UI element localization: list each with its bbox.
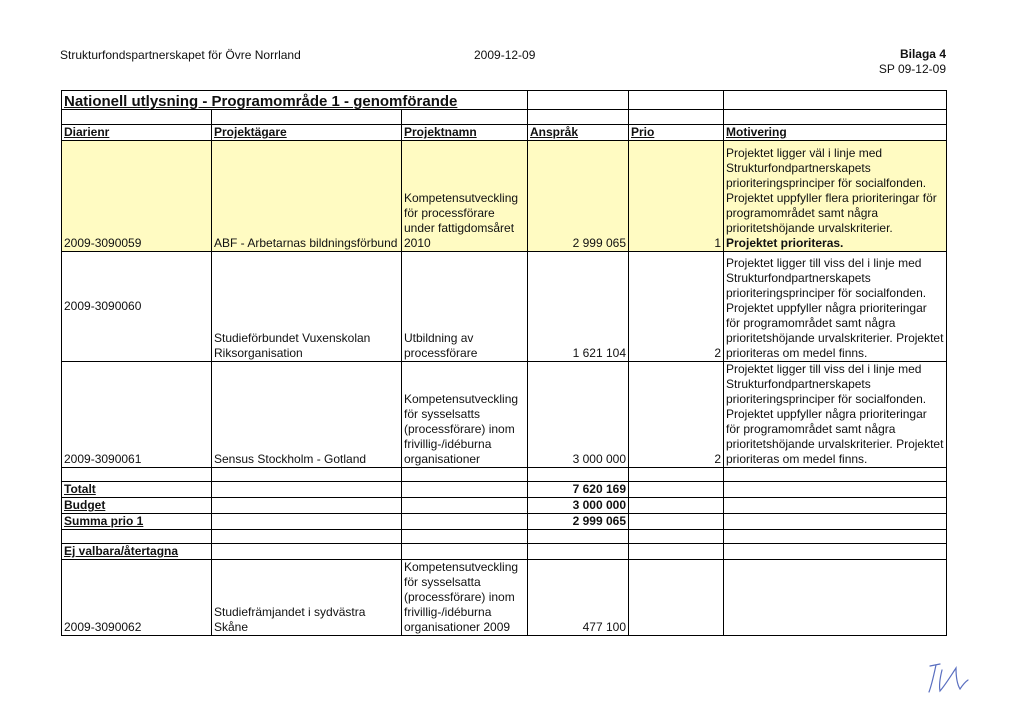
spacer-row <box>62 468 947 482</box>
table-row <box>62 560 947 636</box>
diarienr-cell: 2009-3090061 <box>62 362 212 468</box>
totalt-label: Totalt <box>62 482 212 498</box>
summary-row-totalt <box>62 482 947 498</box>
spacer-row <box>62 530 947 544</box>
table-row <box>62 141 947 252</box>
projektagare-cell: Studiefrämjandet i sydvästra Skåne <box>212 560 402 636</box>
diarienr-cell: 2009-3090060 <box>62 252 212 362</box>
ansprak-cell: 2 999 065 <box>528 141 629 252</box>
summary-row-summa-prio-1 <box>62 514 947 530</box>
projektagare-cell: Sensus Stockholm - Gotland <box>212 362 402 468</box>
column-header-row <box>62 125 947 141</box>
col-header-motivering: Motivering <box>724 125 947 141</box>
motivering-cell: Projektet ligger till viss del i linje med Strukturfondpartnerskapets prioriteringsprinciper för socialfonden. Projektet uppfyller några prioriteringar för programområdet samt några prioritetshöjande urvalskriterier. Projektet prioriteras om medel finns. <box>724 252 947 362</box>
table-title: Nationell utlysning - Programområde 1 - genomförande <box>62 91 528 110</box>
totalt-value: 7 620 169 <box>528 482 629 498</box>
allocation-table <box>61 90 947 636</box>
projektagare-cell: Studieförbundet Vuxenskolan Riksorganisation <box>212 252 402 362</box>
prio-cell: 2 <box>629 362 724 468</box>
col-header-projektnamn: Projektnamn <box>402 125 528 141</box>
excluded-heading-row <box>62 544 947 560</box>
diarienr-cell: 2009-3090059 <box>62 141 212 252</box>
summa-prio-1-value: 2 999 065 <box>528 514 629 530</box>
header-organization: Strukturfondspartnerskapet för Övre Norrland <box>60 48 301 62</box>
motivering-text: Projektet ligger väl i linje med Strukturfondpartnerskapets prioriteringsprinciper för socialfonden. Projektet uppfyller flera prioriteringar för programområdet samt några prioritetshöjande urvalskriterier. <box>726 146 937 235</box>
signature-mark <box>926 660 970 696</box>
projektnamn-cell: Kompetensutveckling för sysselsatta (processförare) inom frivillig-/idéburna organisationer 2009 <box>402 560 528 636</box>
projektagare-cell: ABF - Arbetarnas bildningsförbund <box>212 141 402 252</box>
bilaga-label: Bilaga 4 <box>899 47 946 61</box>
projektnamn-cell: Utbildning av processförare <box>402 252 528 362</box>
diarienr-cell: 2009-3090062 <box>62 560 212 636</box>
col-header-projektagare: Projektägare <box>212 125 402 141</box>
motivering-cell: Projektet ligger till viss del i linje med Strukturfondpartnerskapets prioriteringsprinciper för socialfonden. Projektet uppfyller några prioriteringar för programområdet samt några prioritetshöjande urvalskriterier. Projektet prioriteras om medel finns. <box>724 362 947 468</box>
ansprak-cell: 3 000 000 <box>528 362 629 468</box>
table-row <box>62 362 947 468</box>
projektnamn-cell: Kompetensutveckling för sysselsatts (processförare) inom frivillig-/idéburna organisationer <box>402 362 528 468</box>
table-title-row <box>62 91 947 110</box>
col-header-prio: Prio <box>629 125 724 141</box>
excluded-heading: Ej valbara/återtagna <box>62 544 212 560</box>
budget-value: 3 000 000 <box>528 498 629 514</box>
motivering-verdict: Projektet prioriteras. <box>726 236 844 250</box>
reference-number: SP 09-12-09 <box>878 62 946 76</box>
summa-prio-1-label: Summa prio 1 <box>62 514 212 530</box>
header-reference <box>879 47 946 77</box>
summary-row-budget <box>62 498 947 514</box>
ansprak-cell: 1 621 104 <box>528 252 629 362</box>
spacer-row <box>62 110 947 125</box>
ansprak-cell: 477 100 <box>528 560 629 636</box>
table-row <box>62 252 947 362</box>
header-date: 2009-12-09 <box>474 48 536 62</box>
motivering-cell <box>724 141 947 252</box>
prio-cell: 2 <box>629 252 724 362</box>
col-header-diarienr: Diarienr <box>62 125 212 141</box>
projektnamn-cell: Kompetensutveckling för processförare under fattigdomsåret 2010 <box>402 141 528 252</box>
col-header-ansprak: Anspråk <box>528 125 629 141</box>
prio-cell: 1 <box>629 141 724 252</box>
budget-label: Budget <box>62 498 212 514</box>
